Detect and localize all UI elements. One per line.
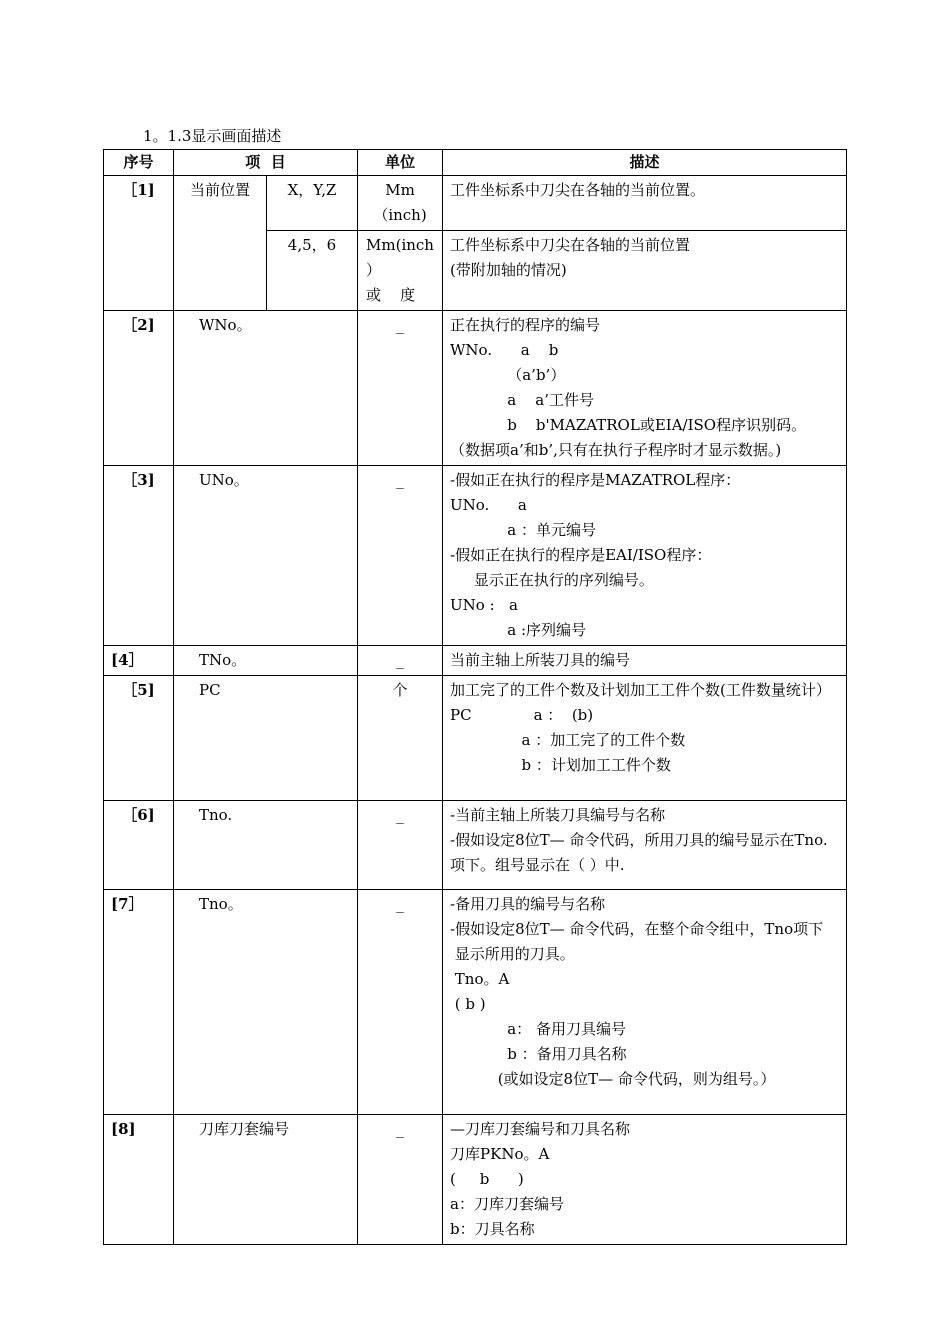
row-item: Tno. — [174, 801, 358, 890]
row-item: 当前位置 — [174, 176, 267, 311]
row-desc: -假如正在执行的程序是MAZATROL程序： UNo. a a ：单元编号 -假如正在执行的程序是EAI/ISO程序： 显示正在执行的序列编号。 UNo : a a :序列编号 — [443, 466, 847, 646]
row-no: [4］ — [104, 646, 174, 676]
row-item: UNo。 — [174, 466, 358, 646]
table-row — [104, 801, 847, 890]
row-desc: 工件坐标系中刀尖在各轴的当前位置 (带附加轴的情况) — [443, 231, 847, 311]
row-unit: _ — [358, 311, 443, 466]
row-desc: 工件坐标系中刀尖在各轴的当前位置。 — [443, 176, 847, 231]
row-no: [8] — [104, 1115, 174, 1245]
row-item: Tno。 — [174, 890, 358, 1115]
header-no: 序号 — [104, 150, 174, 176]
header-item: 项 目 — [174, 150, 358, 176]
row-no: ［6] — [104, 801, 174, 890]
row-unit: _ — [358, 890, 443, 1115]
table-header-row — [104, 150, 847, 176]
row-no: [7］ — [104, 890, 174, 1115]
row-unit: _ — [358, 801, 443, 890]
table-row — [104, 311, 847, 466]
row-item: 刀库刀套编号 — [174, 1115, 358, 1245]
row-item: WNo。 — [174, 311, 358, 466]
row-no: ［5] — [104, 676, 174, 801]
row-unit: _ — [358, 646, 443, 676]
table-row — [104, 176, 847, 231]
row-item: PC — [174, 676, 358, 801]
header-unit: 单位 — [358, 150, 443, 176]
row-desc: 加工完了的工件个数及计划加工工件个数(工件数量统计） PC a ： (b) a ：加工完了的工件个数 b ：计划加工工件个数 — [443, 676, 847, 801]
row-subitem: X，Y,Z — [267, 176, 358, 231]
table-row — [104, 466, 847, 646]
row-no: ［2] — [104, 311, 174, 466]
row-desc: 正在执行的程序的编号 WNo. a b （a’b’） a a’工件号 b b'MAZATROL或EIA/ISO程序识别码。 （数据项a’和b’,只有在执行子程序时才显示数据。) — [443, 311, 847, 466]
row-unit: Mm(inch ） 或 度 — [358, 231, 443, 311]
row-unit: Mm （inch) — [358, 176, 443, 231]
row-desc: —刀库刀套编号和刀具名称 刀库PKNo。A ( b ) a：刀库刀套编号 b：刀具名称 — [443, 1115, 847, 1245]
row-unit: _ — [358, 1115, 443, 1245]
table-row — [104, 1115, 847, 1245]
row-desc: 当前主轴上所装刀具的编号 — [443, 646, 847, 676]
table-row — [104, 676, 847, 801]
section-title: 1。1.3显示画面描述 — [143, 127, 282, 145]
row-item: TNo。 — [174, 646, 358, 676]
row-unit: 个 — [358, 676, 443, 801]
row-no: ［3] — [104, 466, 174, 646]
row-subitem: 4,5，6 — [267, 231, 358, 311]
row-desc: -当前主轴上所装刀具编号与名称 -假如设定8位T— 命令代码，所用刀具的编号显示在Tno.项下。组号显示在（ ）中. — [443, 801, 847, 890]
header-desc: 描述 — [443, 150, 847, 176]
table-row — [104, 890, 847, 1115]
row-unit: _ — [358, 466, 443, 646]
row-desc: -备用刀具的编号与名称 -假如设定8位T— 命令代码，在整个命令组中，Tno项下 显示所用的刀具。 Tno。A ( b ) a： 备用刀具编号 b ：备用刀具名称 (或如设定8位T— 命令代码，则为组号。） — [443, 890, 847, 1115]
display-description-table — [103, 149, 847, 1245]
table-row — [104, 646, 847, 676]
row-no: ［1] — [104, 176, 174, 311]
